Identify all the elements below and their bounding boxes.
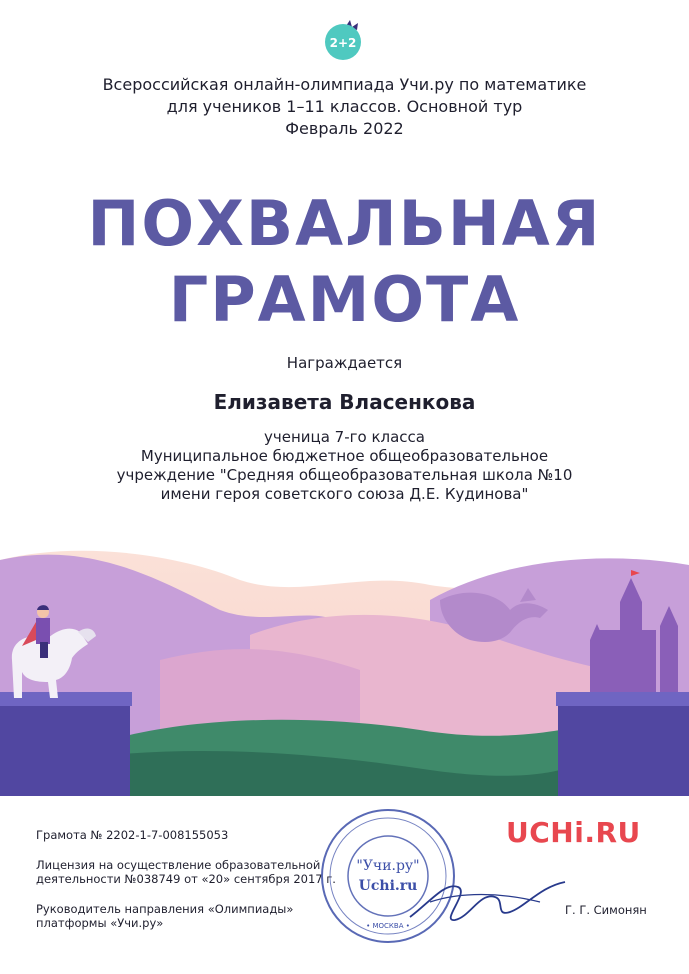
school-line-2: учреждение "Средняя общеобразовательная школа №10	[116, 466, 573, 484]
stamp-text-2: Uchi.ru	[358, 878, 418, 894]
olympiad-header	[0, 74, 689, 140]
title-line-2: ГРАМОТА	[168, 263, 521, 336]
uchi-ru-logo: UCHi.RU	[506, 816, 641, 849]
certificate-number: Грамота № 2202-1-7-008155053	[36, 828, 229, 842]
director-info	[36, 902, 293, 930]
license-info	[36, 858, 336, 886]
recipient-grade: ученица 7-го класса	[263, 428, 425, 446]
logo-text: 2+2	[329, 36, 357, 50]
certificate-title	[0, 186, 689, 338]
header-line-1: Всероссийская онлайн-олимпиада Учи.ру по математике	[102, 75, 587, 94]
olympiad-logo	[322, 20, 364, 62]
director-line-1: Руководитель направления «Олимпиады»	[36, 902, 294, 916]
recipient-name: Елизавета Власенкова	[213, 390, 476, 414]
signer-name: Г. Г. Симонян	[565, 903, 647, 917]
license-line-1: Лицензия на осуществление образовательной	[36, 858, 321, 872]
stamp-text-1: "Учи.ру"	[356, 858, 420, 874]
stamp-bottom: • МОСКВА •	[366, 922, 410, 930]
title-line-1: ПОХВАЛЬНАЯ	[87, 187, 602, 260]
header-line-2: для учеников 1–11 классов. Основной тур	[166, 97, 523, 116]
header-line-3: Февраль 2022	[285, 119, 404, 138]
license-line-2: деятельности №038749 от «20» сентября 2017 г.	[36, 872, 336, 886]
director-line-2: платформы «Учи.ру»	[36, 916, 164, 930]
school-line-1: Муниципальное бюджетное общеобразовательное	[140, 447, 549, 465]
signature-icon	[400, 862, 570, 932]
fairytale-illustration	[0, 540, 689, 796]
recipient-description	[0, 428, 689, 504]
awarded-label: Награждается	[286, 354, 403, 372]
school-line-3: имени героя советского союза Д.Е. Кудинова"	[160, 485, 529, 503]
